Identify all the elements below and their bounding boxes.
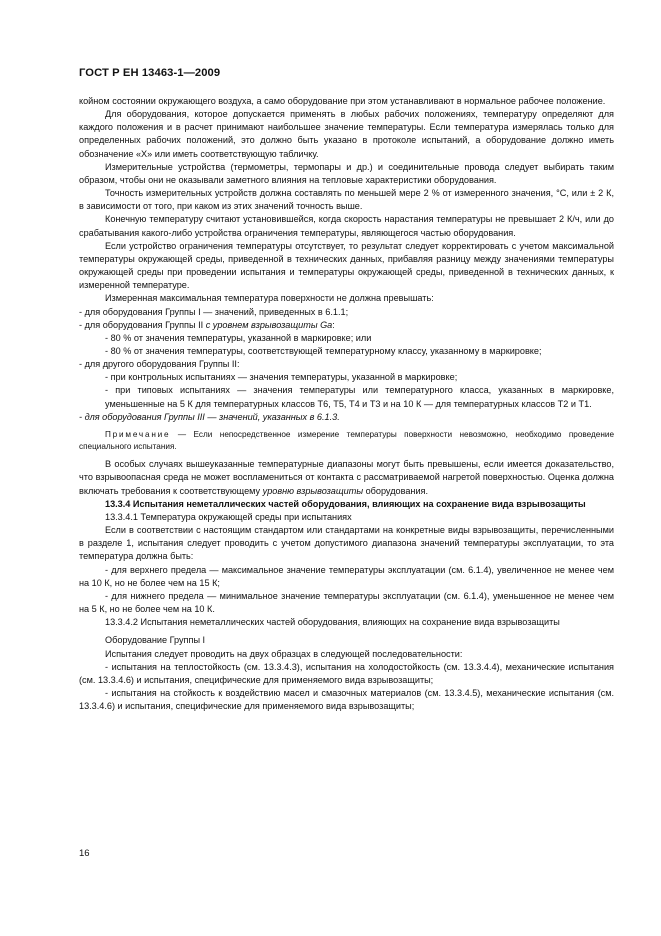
paragraph: [79, 458, 614, 497]
list-item: - при типовых испытаниях — значения температуры или температурного класса, указанных в маркировке, уменьшенные на 5 К для температурных классов Т6, Т5, Т4 и Т3 и на 10 К — для температурных классов Т2 и Т1.: [105, 385, 614, 409]
paragraph: Если устройство ограничения температуры отсутствует, то результат следует корректировать с учетом максимальной температуры окружающей среды, приведенной в технических данных, прибавляя разницу между значениями температуры окружающей среды при проведении испытания и температуры окружающей среды, приведенной в технических данных, к измеренной температуре.: [79, 240, 614, 291]
protection-level-term: уровню взрывозащиты: [262, 485, 364, 496]
subsection-heading: 13.3.4.1 Температура окружающей среды при испытаниях: [105, 511, 352, 522]
list-item: - для оборудования Группы I — значений, приведенных в 6.1.1;: [79, 306, 349, 317]
group-heading: Оборудование Группы I: [105, 635, 206, 646]
paragraph: Конечную температуру считают установившейся, когда скорость нарастания температуры не превышает 2 К/ч, или до срабатывания какого-либо устройства ограничения температуры, являющегося частью оборудования.: [79, 214, 614, 238]
list-item-text: :: [332, 319, 335, 330]
list-item: - 80 % от значения температуры, указанной в маркировке; или: [105, 332, 372, 343]
protection-level-term: с уровнем взрывозащиты Ga: [205, 319, 333, 330]
list-item: - для верхнего предела — максимальное значение температуры эксплуатации (см. 6.1.4), увеличенное не менее чем на 10 К, но не более чем на 15 К;: [79, 564, 614, 588]
document-body: [79, 95, 614, 713]
note-text: — Если непосредственное измерение температуры поверхности невозможно, необходимо проведение специального испытания.: [79, 429, 614, 452]
paragraph: койном состоянии окружающего воздуха, а само оборудование при этом устанавливают в нормальное рабочее положение.: [79, 96, 606, 106]
note-label: Примечание: [105, 429, 171, 439]
list-item-text: - для оборудования Группы II: [79, 319, 206, 330]
paragraph: Испытания следует проводить на двух образцах в следующей последовательности:: [105, 648, 463, 659]
note: [79, 429, 614, 453]
list-item: - при контрольных испытаниях — значения температуры, указанной в маркировке;: [105, 372, 458, 383]
list-item: - 80 % от значения температуры, соответствующей температурному классу, указанному в маркировке;: [105, 345, 542, 356]
paragraph-text: В особых случаях вышеуказанные температурные диапазоны могут быть превышены, если имеется доказательство, что взрывоопасная среда не может воспламениться от контакта с рассматриваемой нагретой поверхностью. Оценка должна включать требования к соответствующему: [79, 459, 614, 496]
list-item: [79, 319, 614, 332]
page-number: 16: [79, 848, 90, 859]
paragraph-text: оборудования.: [363, 485, 429, 496]
paragraph: Если в соответствии с настоящим стандартом или стандартами на конкретные виды взрывозащиты, перечисленными в разделе 1, испытания следует проводить с учетом допустимого диапазона значений температуры эксплуатации, то эта температура должна быть:: [79, 525, 614, 562]
paragraph: Измерительные устройства (термометры, термопары и др.) и соединительные провода следует выбирать таким образом, чтобы они не оказывали заметного влияния на тепловые характеристики оборудования.: [79, 161, 614, 185]
paragraph: Для оборудования, которое допускается применять в любых рабочих положениях, температуру определяют для каждого положения и в расчет принимают наибольшее значение температуры. Если температура измерялась только для определенных рабочих положений, это должно быть указано в протоколе испытаний, а оборудование должно иметь обозначение «X» или иметь соответствующую табличку.: [79, 109, 614, 159]
list-item: - для нижнего предела — минимальное значение температуры эксплуатации (см. 6.1.4), уменьшенное не менее чем на 5 К, но не более чем на 10 К.: [79, 590, 614, 615]
subsection-heading: 13.3.4.2 Испытания неметаллических частей оборудования, влияющих на сохранение вида взрывозащиты: [105, 617, 560, 628]
list-item: - для оборудования Группы III — значений, указанных в 6.1.3.: [79, 411, 340, 422]
document-header: ГОСТ Р ЕН 13463-1—2009: [79, 67, 221, 79]
section-heading: 13.3.4 Испытания неметаллических частей оборудования, влияющих на сохранение вида взрывозащиты: [105, 498, 586, 509]
paragraph: Измеренная максимальная температура поверхности не должна превышать:: [105, 293, 434, 304]
paragraph: Точность измерительных устройств должна составлять по меньшей мере 2 % от измеренного значения, °С, или ± 2 К, в зависимости от того, при каком из этих значений точность выше.: [79, 188, 614, 212]
list-item: - испытания на стойкость к воздействию масел и смазочных материалов (см. 13.3.4.5), механические испытания (см. 13.3.4.6) и испытания, специфические для применяемого вида взрывозащиты;: [79, 687, 614, 712]
list-item: - испытания на теплостойкость (см. 13.3.4.3), испытания на холодостойкость (см. 13.3.4.4), механические испытания (см. 13.3.4.6) и испытания, специфические для применяемого вида взрывозащиты;: [79, 661, 614, 685]
list-item: - для другого оборудования Группы II:: [79, 359, 240, 370]
